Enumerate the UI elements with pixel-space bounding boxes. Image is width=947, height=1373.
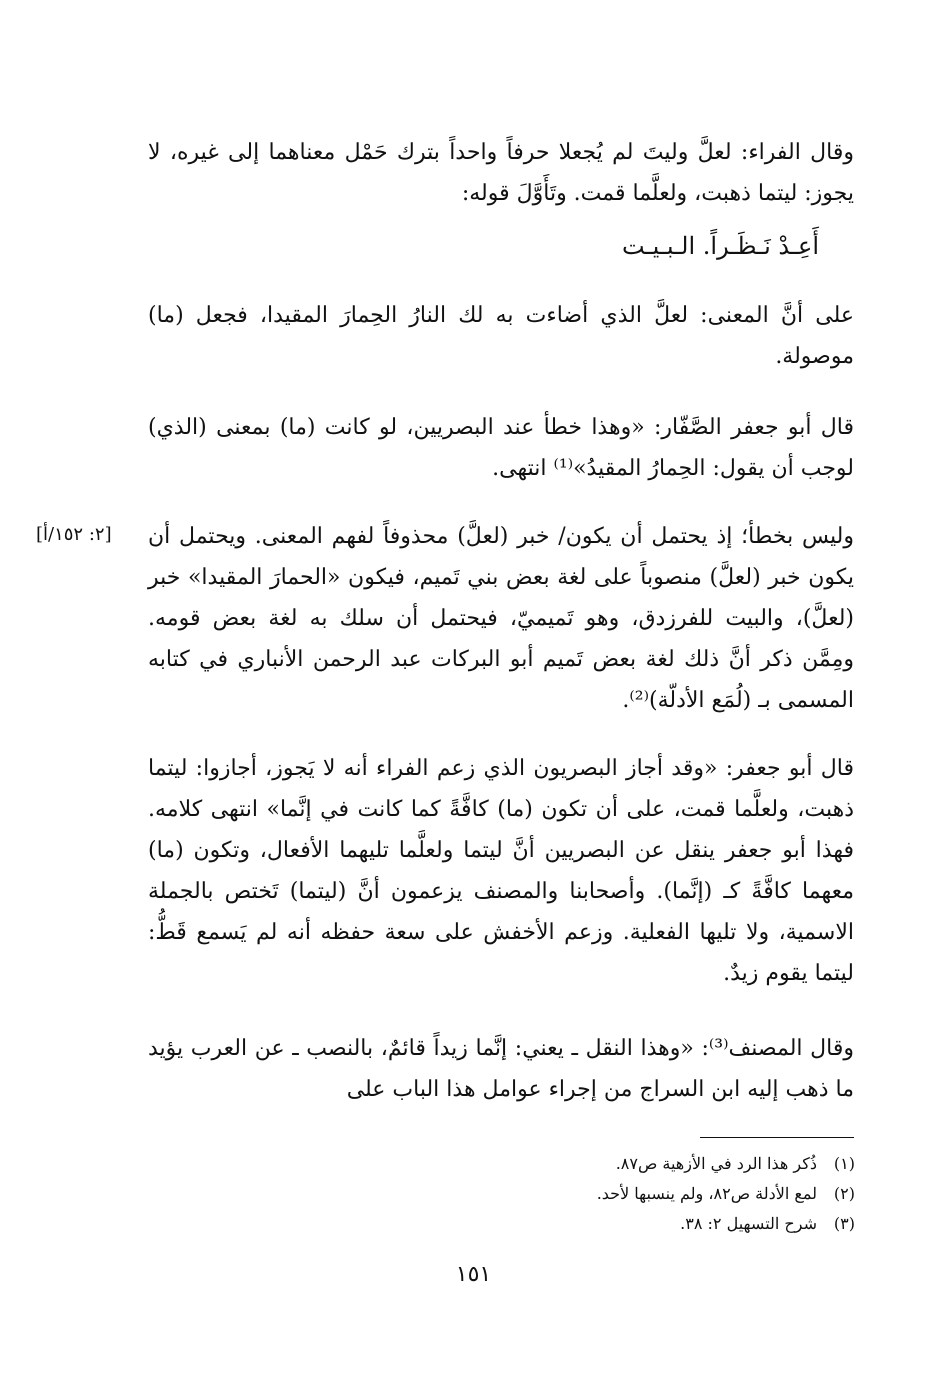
footnote-number: (٣) [833, 1214, 855, 1233]
footnote-number: (٢) [833, 1184, 855, 1203]
paragraph-abu-jafar: قال أبو جعفر: «وقد أجاز البصريون الذي زعم الفراء أنه لا يَجوز، أجازوا: ليتما ذهبت، ولعلَّما قمت، على أن تكون (ما) كافَّةً كما كانت في إنَّما» انتهى كلامه. فهذا أبو جعفر ينقل عن البصريين أنَّ ليتما ولعلَّما تليهما الأفعال، وتكون (ما) معهما كافَّةً كـ (إنَّما). وأصحابنا والمصنف يزعمون أنَّ (ليتما) تَختص بالجملة الاسمية، ولا تليها الفعلية. وزعم الأخفش على سعة حفظه أنه لم يَسمع قَطُّ: ليتما يقوم زيدٌ. [148, 756, 854, 986]
footnote-text: ذُكر هذا الرد في الأزهية ص٨٧. [615, 1154, 817, 1173]
footnote-item [255, 1149, 855, 1179]
page-number: ١٥١ [455, 1262, 492, 1287]
footnotes [255, 1149, 855, 1239]
paragraph-saffar: قال أبو جعفر الصَّفّار: «وهذا خطأ عند البصريين، لو كانت (ما) بمعنى (الذي) لوجب أن يقول: الحِمارُ المقيدُ»⁽¹⁾ انتهى. [148, 415, 854, 481]
footnote-text: لمع الأدلة ص٨٢، ولم ينسبها لأحد. [596, 1184, 817, 1203]
footnote-separator [700, 1137, 854, 1138]
footnote-text: شرح التسهيل ٢: ٣٨. [680, 1214, 817, 1233]
footnote-item [255, 1179, 855, 1209]
paragraph-meaning: على أنَّ المعنى: لعلَّ الذي أضاءت به لك النارُ الحِمارَ المقيدا، فجعل (ما) موصولة. [148, 303, 854, 369]
footnote-item [255, 1209, 855, 1239]
paragraph-farra: وقال الفراء: لعلَّ وليتَ لم يُجعلا حرفاً واحداً بترك حَمْل معناهما إلى غيره، لا يجوز: ليتما ذهبت، ولعلَّما قمت. وتَأَوَّلَ قوله: [148, 140, 855, 206]
paragraph-musannif: وقال المصنف⁽³⁾: «وهذا النقل ـ يعني: إنَّما زيداً قائمٌ، بالنصب ـ عن العرب يؤيد ما ذهب إليه ابن السراج من إجراء عوامل هذا الباب على [148, 1036, 854, 1102]
paragraph-rebuttal: وليس بخطأ؛ إذ يحتمل أن يكون/ خبر (لعلَّ) محذوفاً لفهم المعنى. ويحتمل أن يكون خبر (لعلَّ) منصوباً على لغة بعض بني تَميم، فيكون «الحمارَ المقيدا» خبر (لعلَّ)، والبيت للفرزدق، وهو تَميميّ، فيحتمل أن سلك به لغة بعض قومه. ومِمَّن ذكر أنَّ ذلك لغة بعض تَميم أبو البركات عبد الرحمن الأنباري في كتابه المسمى بـ (لُمَع الأدلّة)⁽²⁾. [148, 524, 854, 713]
manuscript-folio-reference: [٢: ١٥٢/أ] [36, 524, 112, 545]
verse-line: أَعِـدْ نَـظَـراً. الـبـيـت [622, 232, 819, 260]
footnote-number: (١) [833, 1154, 855, 1173]
